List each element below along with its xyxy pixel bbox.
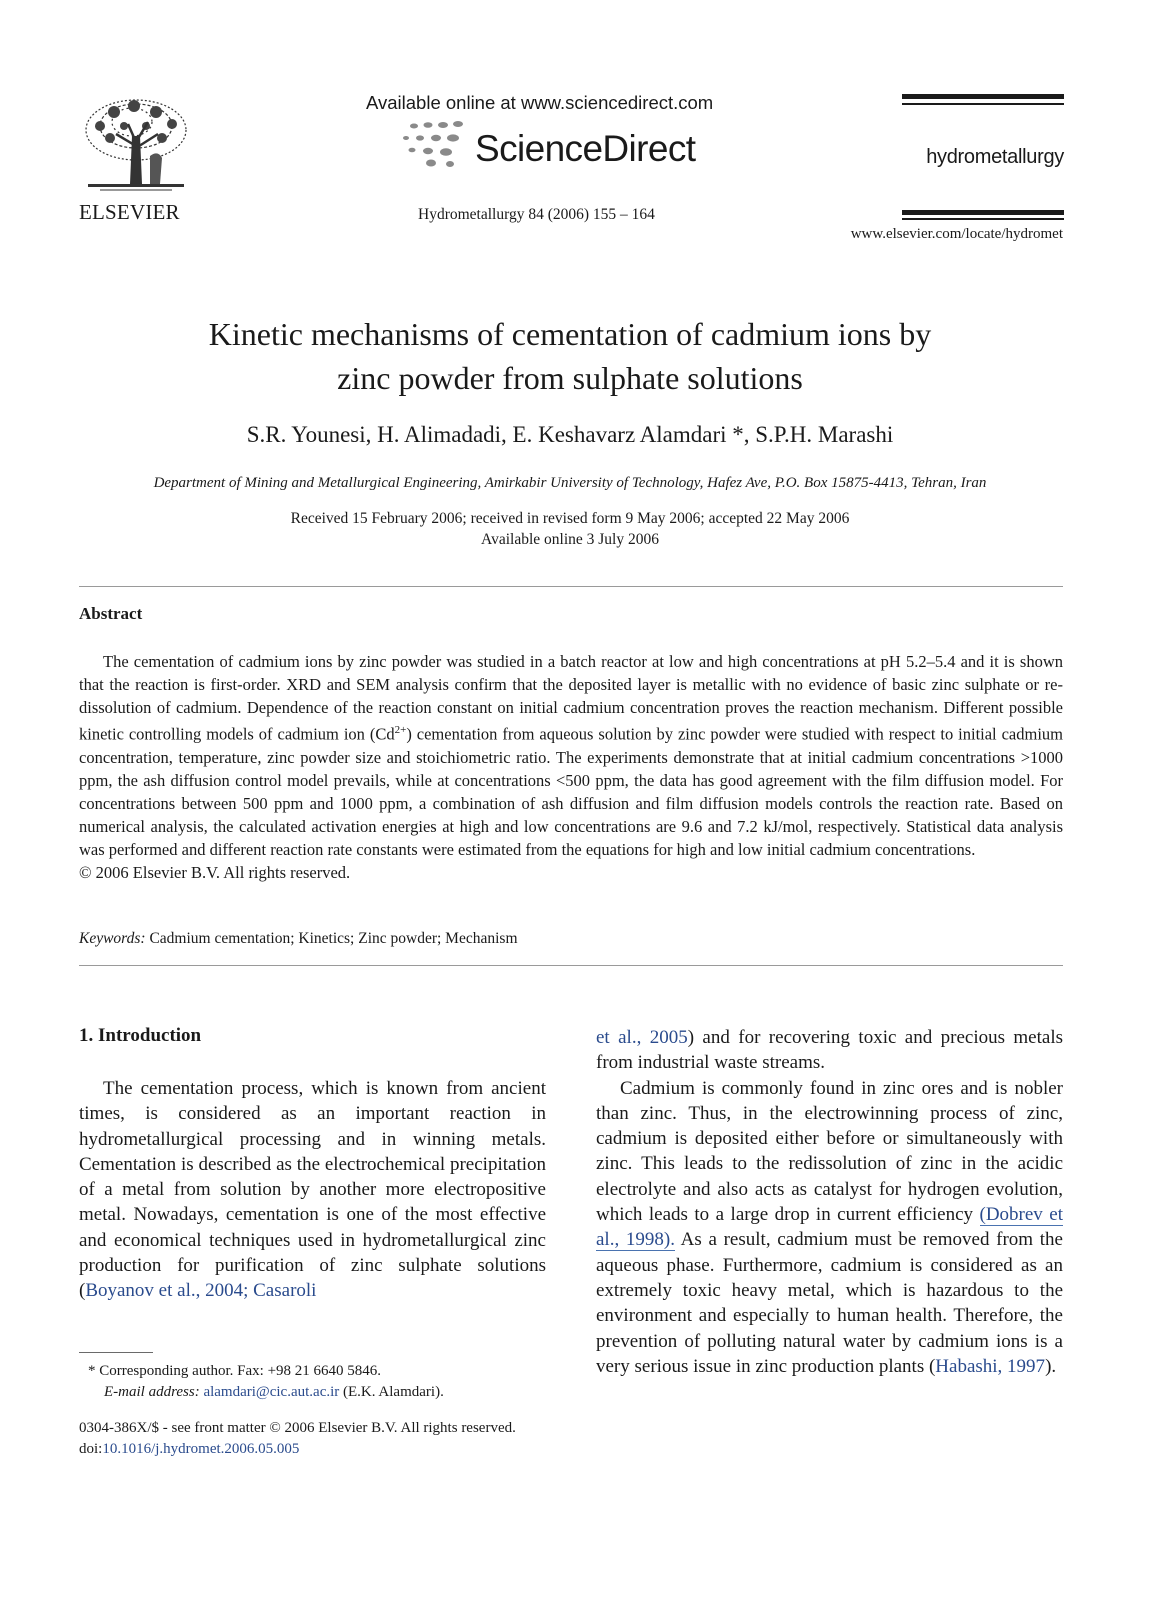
column-right	[596, 1025, 1063, 1379]
elsevier-tree-logo	[80, 96, 192, 196]
journal-rule-bottom	[902, 210, 1064, 215]
ion-charge: 2+	[394, 724, 407, 737]
journal-rule-top	[902, 94, 1064, 99]
received-dates: Received 15 February 2006; received in revised form 9 May 2006; accepted 22 May 2006	[290, 510, 850, 527]
sciencedirect-dots-icon	[398, 120, 474, 170]
ref-boyanov-casaroli[interactable]: Boyanov et al., 2004; Casaroli	[85, 1280, 317, 1302]
footnote-rule	[79, 1352, 153, 1353]
tree-icon	[80, 96, 192, 196]
author-list: S.R. Younesi, H. Alimadadi, E. Keshavarz Alamdari *, S.P.H. Marashi	[246, 422, 894, 447]
doi-prefix: doi:	[79, 1441, 103, 1457]
journal-rule-top-thin	[902, 103, 1064, 105]
corresponding-author-note: * Corresponding author. Fax: +98 21 6640 5846.	[88, 1363, 382, 1379]
email-label: E-mail address:	[104, 1384, 200, 1400]
divider-bottom	[79, 965, 1063, 966]
keywords-label: Keywords:	[79, 930, 146, 947]
ref-dobrev-1998[interactable]: (Dobrev et al., 1998).	[596, 1204, 1063, 1251]
keywords-list: Cadmium cementation; Kinetics; Zinc powder; Mechanism	[149, 930, 518, 947]
available-online-text: Available online at www.sciencedirect.com	[366, 92, 714, 113]
journal-url[interactable]: www.elsevier.com/locate/hydromet	[850, 226, 1063, 242]
journal-name: hydrometallurgy	[926, 146, 1064, 168]
journal-citation: Hydrometallurgy 84 (2006) 155 – 164	[418, 206, 655, 223]
available-online-date: Available online 3 July 2006	[481, 531, 659, 548]
affiliation: Department of Mining and Metallurgical Engineering, Amirkabir University of Technology, Hafez Ave, P.O. Box 15875-4413, Tehran, Iran	[153, 475, 987, 491]
abstract-paragraph: The cementation of cadmium ions by zinc powder was studied in a batch reactor at low and high concentrations at pH 5.2–5.4 and it is shown that the reaction is first-order. XRD and SEM analysis confirm that the deposited layer is metallic with no evidence of basic zinc sulphate or re-dissolution of cadmium. Dependence of the reaction constant on initial cadmium concentration proves the reaction mechanism. Different possible kinetic controlling models of cadmium ion $(Cd^{2+})$ cementation from aqueous solution by zinc powder were studied with respect to initial cadmium concentration, temperature, zinc powder size and stoichiometric ratio. The experiments demonstrate that at initial cadmium concentrations >1000 ppm, the ash diffusion control model prevails, while at concentrations <500 ppm, the data has good agreement with the film diffusion model. For concentrations between 500 ppm and 1000 ppm, a combination of ash diffusion and film diffusion models controls the reaction rate. Based on numerical analysis, the calculated activation energies at high and low concentrations are 9.6 and 7.2 kJ/mol, respectively. Statistical data analysis was performed and different reaction rate constants were estimated from the equations for high and low initial cadmium concentrations.	[79, 652, 1063, 860]
title-line-1: Kinetic mechanisms of cementation of cadmium ions by	[208, 316, 932, 352]
ref-habashi-1997[interactable]: Habashi, 1997	[935, 1355, 1046, 1377]
doi-line	[79, 1439, 299, 1460]
article-title	[0, 312, 1140, 400]
sciencedirect-logo	[398, 120, 474, 170]
ref-casaroli-2005[interactable]: et al., 2005	[596, 1027, 688, 1048]
abstract-heading: Abstract	[79, 604, 143, 623]
keywords	[79, 930, 518, 948]
intro-paragraph-1-cont: et al., 2005) and for recovering toxic and precious metals from industrial waste streams.	[596, 1027, 1063, 1074]
sciencedirect-wordmark: ScienceDirect	[475, 128, 696, 169]
divider-top	[79, 586, 1063, 587]
email-person: (E.K. Alamdari).	[343, 1384, 444, 1400]
title-line-2: zinc powder from sulphate solutions	[337, 360, 803, 396]
intro-paragraph-1: The cementation process, which is known from ancient times, is considered as an important reaction in hydrometallurgical processing and in winning metals. Cementation is described as the electrochemical precipitation of a metal from solution by another more electropositive metal. Nowadays, cementation is one of the most effective and economical techniques used in hydrometallurgical zinc production for purification of zinc sulphate solutions (Boyanov et al., 2004; Casaroli	[79, 1078, 546, 1302]
intro-paragraph-2: Cadmium is commonly found in zinc ores and is nobler than zinc. Thus, in the electrowinning process of zinc, cadmium is deposited either before or simultaneously with zinc. This leads to the redissolution of zinc in the acidic electrolyte and also acts as catalyst for hydrogen evolution, which leads to a large drop in current efficiency (Dobrev et al., 1998). As a result, cadmium must be removed from the aqueous phase. Furthermore, cadmium is considered as an extremely toxic heavy metal, which is hazardous to the environment and especially to human health. Therefore, the prevention of polluting natural water by cadmium ions is a very serious issue in zinc production plants (Habashi, 1997).	[596, 1077, 1063, 1377]
email-link[interactable]: alamdari@cic.aut.ac.ir	[203, 1384, 340, 1400]
front-matter-note: 0304-386X/$ - see front matter © 2006 Elsevier B.V. All rights reserved.	[79, 1420, 516, 1436]
article-history	[0, 508, 1140, 550]
publisher-name: ELSEVIER	[79, 200, 180, 224]
doi-link[interactable]: 10.1016/j.hydromet.2006.05.005	[102, 1441, 300, 1457]
abstract-body	[79, 650, 1063, 884]
introduction-heading: 1. Introduction	[79, 1025, 202, 1046]
column-left	[79, 1076, 546, 1304]
abstract-copyright: © 2006 Elsevier B.V. All rights reserved.	[79, 863, 351, 883]
journal-rule-bottom-thin	[902, 218, 1064, 220]
email-note	[104, 1382, 444, 1403]
